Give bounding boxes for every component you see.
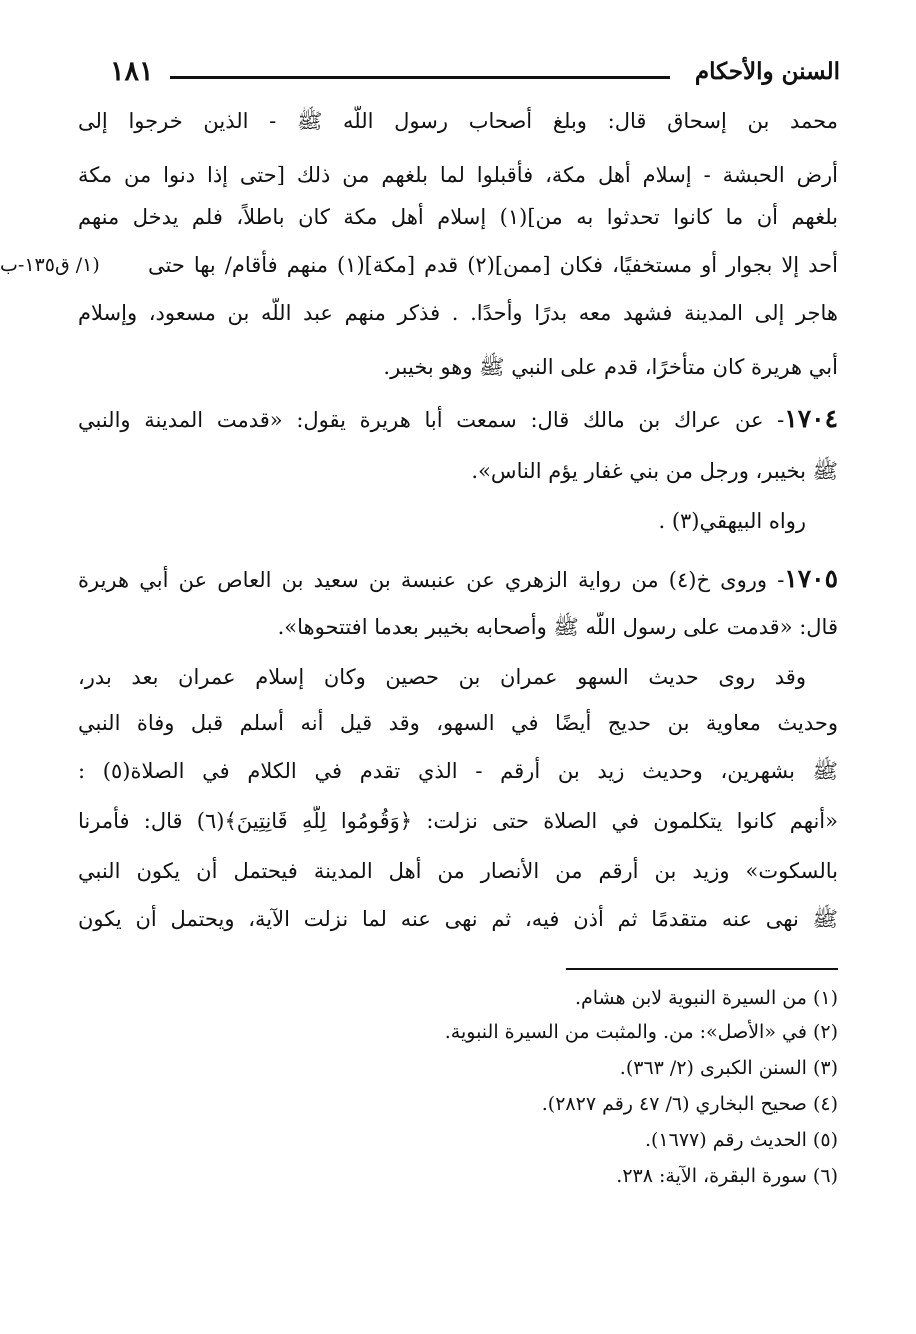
text-line: وقد روى حديث السهو عمران بن حصين وكان إسلام عمران بعد بدر، bbox=[78, 665, 806, 689]
text-line: ﷺ بشهرين، وحديث زيد بن أرقم - الذي تقدم في الكلام في الصلاة(٥) : bbox=[78, 759, 838, 783]
hadith-text: - عن عراك بن مالك قال: سمعت أبا هريرة يقول: «قدمت المدينة والنبي bbox=[78, 408, 785, 432]
hadith-number: ١٧٠٥ bbox=[784, 564, 838, 593]
footnote: (٤) صحيح البخاري (٦/ ٤٧ رقم ٢٨٢٧). bbox=[541, 1093, 838, 1115]
text-line: بلغهم أن ما كانوا تحدثوا به من](١) إسلام أهل مكة كان باطلاً، فلم يدخل منهم bbox=[78, 205, 838, 229]
text-line: قال: «قدمت على رسول اللَّه ﷺ وأصحابه بخيبر بعدما افتتحوها». bbox=[277, 615, 838, 639]
text-line: وحديث معاوية بن حديج أيضًا في السهو، وقد قيل أنه أسلم قبل وفاة النبي bbox=[78, 711, 838, 735]
text-line: محمد بن إسحاق قال: وبلغ أصحاب رسول اللَّه ﷺ - الذين خرجوا إلى bbox=[78, 109, 838, 133]
text-line: «أنهم كانوا يتكلمون في الصلاة حتى نزلت: ﴿وَقُومُوا لِلَّهِ قَانِتِينَ﴾(٦) قال: فأمرنا bbox=[78, 809, 838, 833]
running-title: السنن والأحكام bbox=[694, 58, 840, 85]
text-line: بالسكوت» وزيد بن أرقم من الأنصار من أهل المدينة فيحتمل أن يكون النبي bbox=[78, 859, 838, 883]
footnote: (١) من السيرة النبوية لابن هشام. bbox=[574, 987, 838, 1009]
footnote: (٢) في «الأصل»: من. والمثبت من السيرة النبوية. bbox=[444, 1021, 838, 1043]
hadith-text: - وروى خ(٤) من رواية الزهري عن عنبسة بن سعيد بن العاص عن أبي هريرة bbox=[78, 568, 785, 592]
text-line: ﷺ نهى عنه متقدمًا ثم أذن فيه، ثم نهى عنه لما نزلت الآية، ويحتمل أن يكون bbox=[78, 907, 838, 931]
page-number: ١٨١ bbox=[110, 56, 154, 87]
text-line: ﷺ بخيبر، ورجل من بني غفار يؤم الناس». bbox=[471, 459, 838, 483]
running-header bbox=[110, 58, 840, 94]
hadith-1704-line bbox=[78, 404, 838, 435]
text-line: هاجر إلى المدينة فشهد معه بدرًا وأحدًا. . فذكر منهم عبد اللَّه بن مسعود، وإسلام bbox=[78, 301, 838, 325]
footnote: (٣) السنن الكبرى (٢/ ٣٦٣). bbox=[619, 1057, 838, 1079]
hadith-number: ١٧٠٤ bbox=[784, 404, 838, 433]
hadith-1705-line bbox=[78, 564, 838, 595]
text-line: أبي هريرة كان متأخرًا، قدم على النبي ﷺ وهو بخيبر. bbox=[383, 355, 838, 379]
margin-folio-note: (١/ ق١٣٥-ب bbox=[0, 254, 100, 276]
header-rule bbox=[170, 76, 670, 79]
text-line: أرض الحبشة - إسلام أهل مكة، فأقبلوا لما بلغهم من ذلك [حتى إذا دنوا من مكة bbox=[78, 163, 838, 187]
text-line: أحد إلا بجوار أو مستخفيًا، فكان [ممن](٢) قدم [مكة](١) منهم فأقام/ بها حتى bbox=[148, 253, 838, 277]
footnote: (٥) الحديث رقم (١٦٧٧). bbox=[644, 1129, 838, 1151]
footnote-rule bbox=[566, 968, 838, 970]
source-line: رواه البيهقي(٣) . bbox=[658, 509, 806, 533]
footnote: (٦) سورة البقرة، الآية: ٢٣٨. bbox=[616, 1165, 838, 1187]
